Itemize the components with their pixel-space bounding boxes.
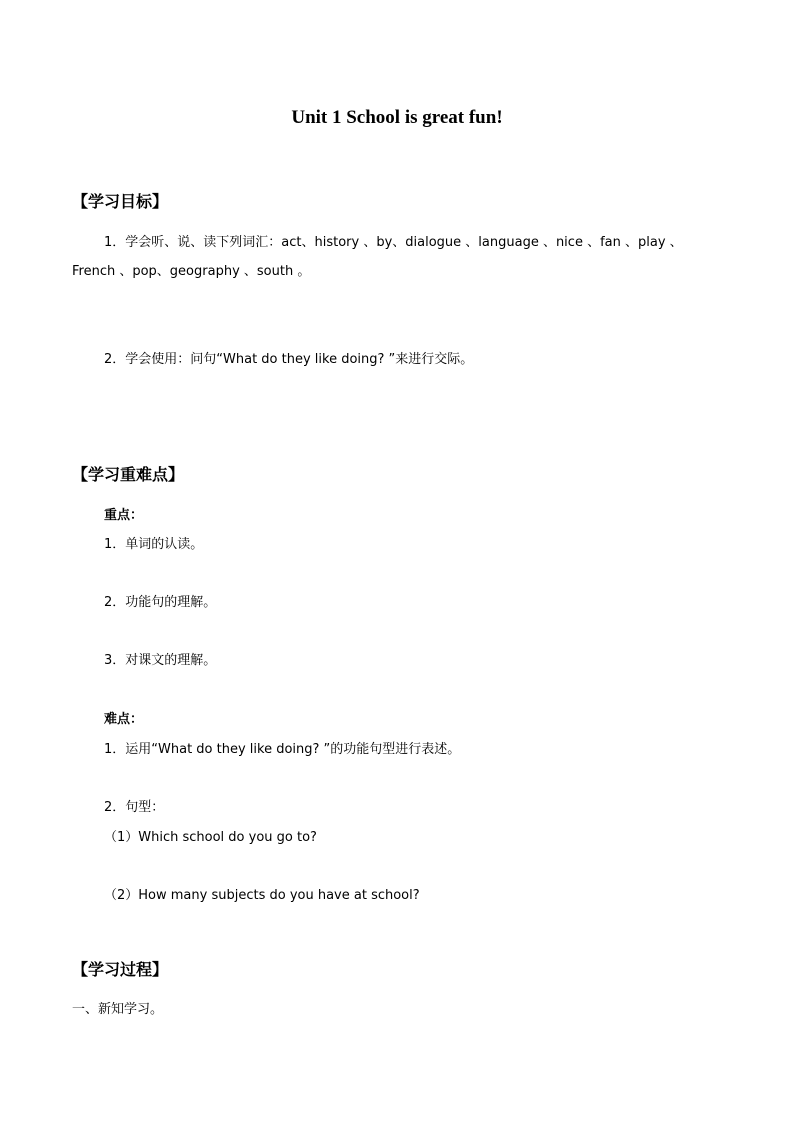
difficult-point-2: 2．句型： bbox=[104, 800, 165, 815]
key-point-item: 3．对课文的理解。 bbox=[104, 653, 217, 668]
key-point-item: 2．功能句的理解。 bbox=[104, 595, 217, 610]
objective-1-line-1: 1．学会听、说、读下列词汇：act、history 、by、dialogue 、language 、nice 、fan 、play 、 bbox=[104, 235, 683, 250]
process-item-1: 一、新知学习。 bbox=[72, 1002, 164, 1017]
document-title: Unit 1 School is great fun! bbox=[291, 107, 503, 128]
objective-2: 2．学会使用：问句“What do they like doing? ”来进行交际。 bbox=[104, 352, 474, 367]
sentence-pattern-2: （2）How many subjects do you have at school? bbox=[104, 888, 420, 903]
sentence-pattern-1: （1）Which school do you go to? bbox=[104, 830, 317, 845]
objective-1-line-2: French 、pop、geography 、south 。 bbox=[72, 264, 311, 279]
key-point-item: 1．单词的认读。 bbox=[104, 537, 204, 552]
section-heading-key-points: 【学习重难点】 bbox=[72, 465, 185, 484]
key-points-label: 重点： bbox=[104, 508, 144, 523]
difficult-points-label: 难点： bbox=[104, 712, 144, 727]
section-heading-objectives: 【学习目标】 bbox=[72, 192, 169, 211]
section-heading-process: 【学习过程】 bbox=[72, 960, 169, 979]
difficult-point-1: 1．运用“What do they like doing? ”的功能句型进行表述。 bbox=[104, 742, 461, 757]
